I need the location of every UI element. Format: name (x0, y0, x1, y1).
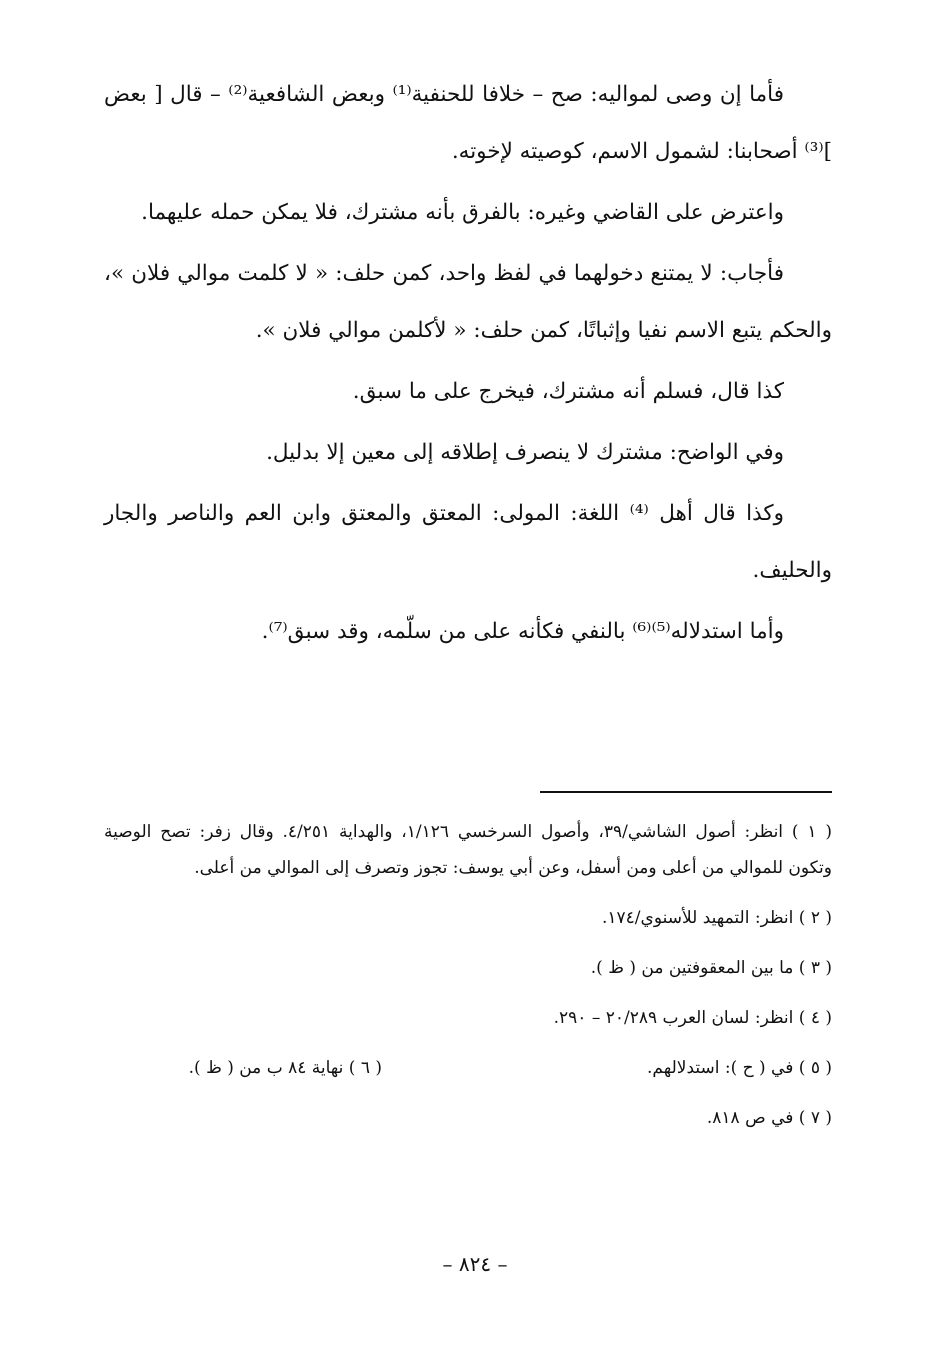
footnote-7: ( ٧ ) في ص ٨١٨. (706, 1108, 832, 1128)
footnote-6: ( ٦ ) نهاية ٨٤ ب من ( ظ ). (188, 1058, 382, 1078)
footnote-1: ( ١ ) انظر: أصول الشاشي/٣٩، وأصول السرخسي ١/١٢٦، والهداية ٤/٢٥١. وقال زفر: تصح الوصية وتكون للموالي من أعلى ومن أسفل، وعن أبي يوسف: تجوز وتصرف إلى الموالي من أعلى. (104, 822, 832, 878)
footnote-divider (540, 791, 832, 793)
paragraph-6: وكذا قال أهل ⁽⁴⁾ اللغة: المولى: المعتق والمعتق وابن العم والناصر والجار والحليف. (104, 501, 832, 583)
paragraph-7: وأما استدلاله⁽⁵⁾⁽⁶⁾ بالنفي فكأنه على من سلّمه، وقد سبق⁽⁷⁾. (261, 619, 784, 644)
footnote-3: ( ٣ ) ما بين المعقوفتين من ( ظ ). (590, 958, 832, 978)
footnote-row-5-6 (104, 1050, 832, 1086)
main-text (104, 66, 832, 1128)
paragraph-2: واعترض على القاضي وغيره: بالفرق بأنه مشترك، فلا يمكن حمله عليهما. (141, 200, 784, 225)
paragraph-3: فأجاب: لا يمتنع دخولهما في لفظ واحد، كمن حلف: « لا كلمت موالي فلان »، والحكم يتبع الاسم نفيا وإثباتًا، كمن حلف: « لأكلمن موالي فلان ». (104, 261, 832, 343)
footnote-5: ( ٥ ) في ( ح ): استدلالهم. (647, 1058, 832, 1078)
footnote-2: ( ٢ ) انظر: التمهيد للأسنوي/١٧٤. (601, 908, 832, 928)
paragraph-4: كذا قال، فسلم أنه مشترك، فيخرج على ما سبق. (352, 379, 784, 404)
footnotes (104, 814, 832, 1150)
page-number: – ٨٢٤ – (442, 1252, 508, 1276)
footnote-4: ( ٤ ) انظر: لسان العرب ٢٠/٢٨٩ – ٢٩٠. (553, 1008, 832, 1028)
paragraph-1: فأما إن وصى لمواليه: صح – خلافا للحنفية⁽¹⁾ وبعض الشافعية⁽²⁾ – قال [ بعض ]⁽³⁾ أصحابنا: لشمول الاسم، كوصيته لإخوته. (104, 82, 832, 164)
paragraph-5: وفي الواضح: مشترك لا ينصرف إطلاقه إلى معين إلا بدليل. (266, 440, 784, 465)
